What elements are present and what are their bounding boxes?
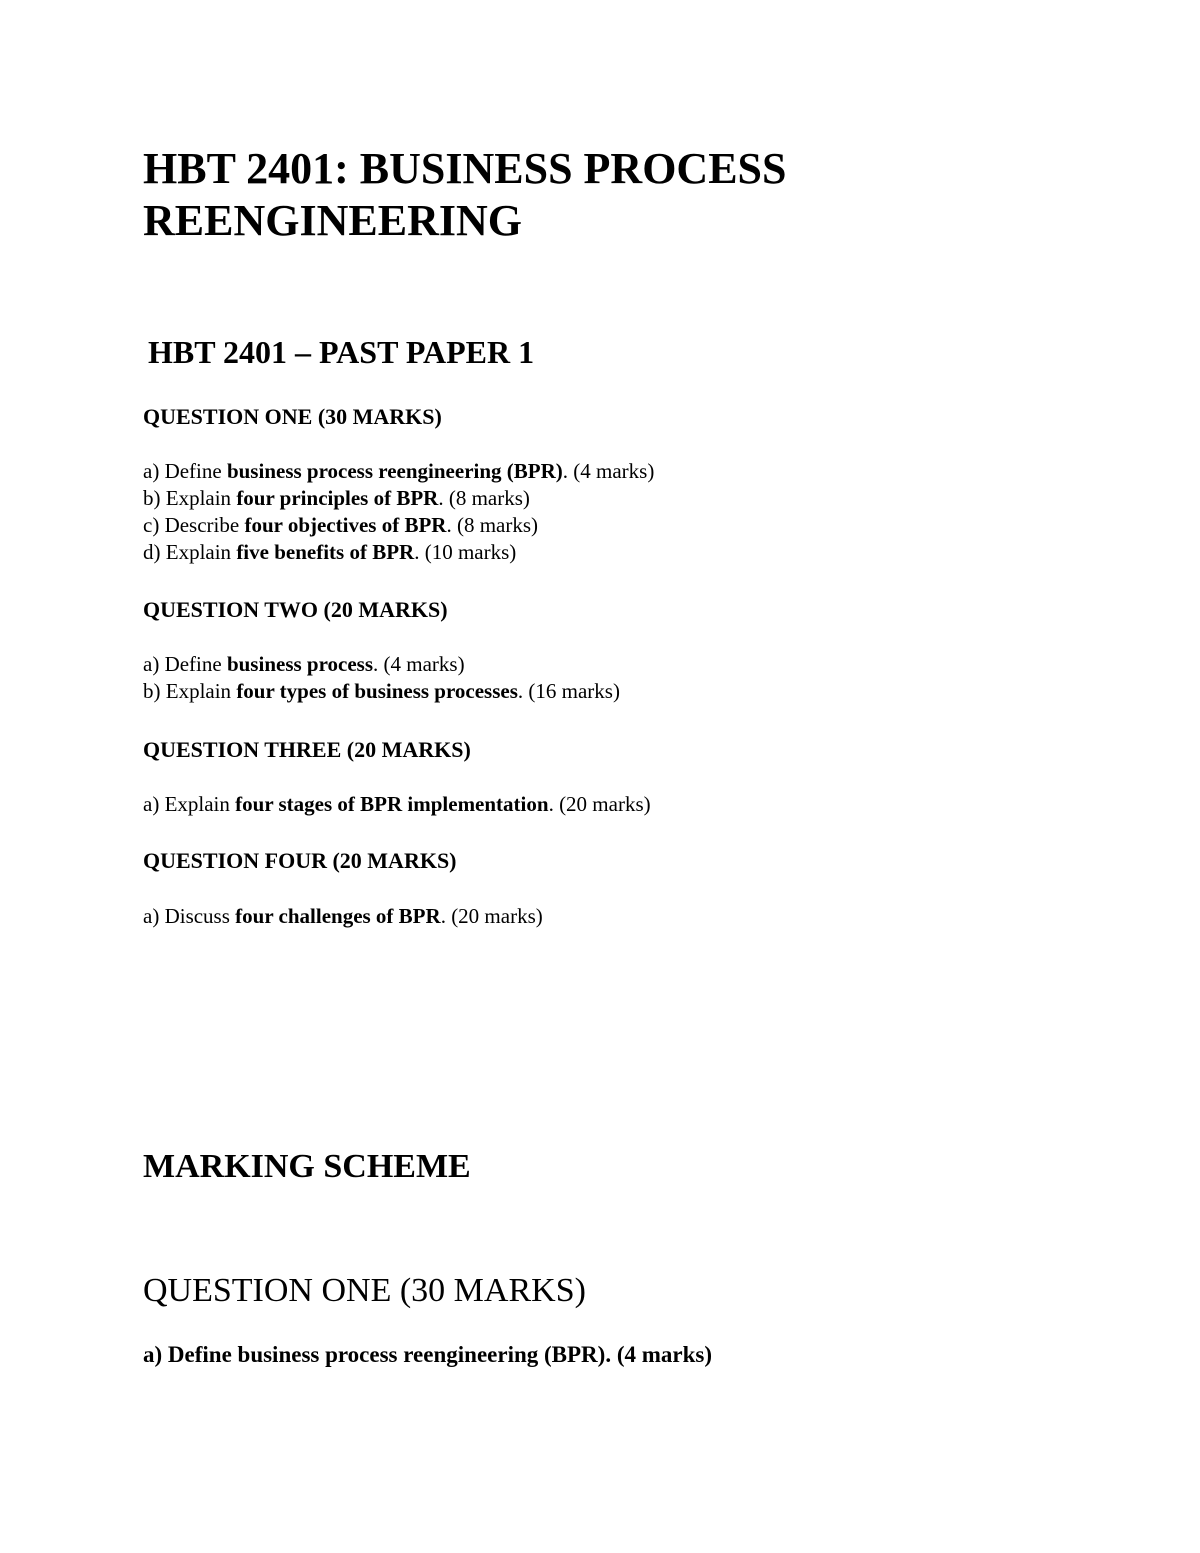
list-item [143, 512, 654, 539]
marking-scheme-title: MARKING SCHEME [143, 1148, 471, 1185]
list-item [143, 791, 651, 818]
list-item [143, 651, 620, 678]
course-title-line-2: REENGINEERING [143, 196, 522, 245]
course-title [143, 143, 1043, 247]
list-item [143, 458, 654, 485]
item-topic: four objectives of BPR [244, 513, 447, 537]
item-topic: business process [226, 652, 374, 676]
item-prefix: d) Explain [143, 540, 237, 564]
item-marks: . (20 marks) [548, 792, 651, 816]
question-one-list [143, 458, 654, 566]
item-prefix: b) Explain [143, 486, 237, 510]
item-prefix: a) Explain [143, 792, 236, 816]
item-topic: four types of business processes [236, 679, 518, 703]
list-item [143, 678, 620, 705]
question-four-list [143, 903, 543, 930]
course-title-line-1: HBT 2401: BUSINESS PROCESS [143, 144, 787, 193]
marking-scheme-question-heading: QUESTION ONE (30 MARKS) [143, 1272, 586, 1309]
item-marks: . (8 marks) [446, 513, 539, 537]
item-marks: . (10 marks) [414, 540, 517, 564]
item-prefix: a) Define [143, 459, 227, 483]
item-marks: . (8 marks) [438, 486, 530, 510]
item-marks: . (4 marks) [373, 652, 465, 676]
item-prefix: a) Discuss [143, 904, 236, 928]
item-topic: business process reengineering (BPR) [226, 459, 563, 483]
list-item [143, 539, 654, 566]
question-three-list [143, 791, 651, 818]
question-three-heading: QUESTION THREE (20 MARKS) [143, 737, 471, 762]
list-item [143, 903, 543, 930]
question-one-heading: QUESTION ONE (30 MARKS) [143, 404, 442, 429]
item-topic: five benefits of BPR [236, 540, 415, 564]
item-prefix: c) Describe [143, 513, 245, 537]
list-item [143, 485, 654, 512]
item-marks: . (4 marks) [562, 459, 655, 483]
question-two-heading: QUESTION TWO (20 MARKS) [143, 597, 448, 622]
item-topic: four challenges of BPR [235, 904, 441, 928]
item-marks: . (20 marks) [440, 904, 543, 928]
item-topic: four stages of BPR implementation [235, 792, 549, 816]
question-four-heading: QUESTION FOUR (20 MARKS) [143, 848, 457, 873]
marking-scheme-sub-question: a) Define business process reengineering (BPR). (4 marks) [143, 1342, 712, 1367]
paper-title: HBT 2401 – PAST PAPER 1 [148, 334, 535, 370]
item-prefix: a) Define [143, 652, 227, 676]
item-prefix: b) Explain [143, 679, 237, 703]
question-two-list [143, 651, 620, 705]
item-topic: four principles of BPR [236, 486, 439, 510]
item-marks: . (16 marks) [517, 679, 620, 703]
